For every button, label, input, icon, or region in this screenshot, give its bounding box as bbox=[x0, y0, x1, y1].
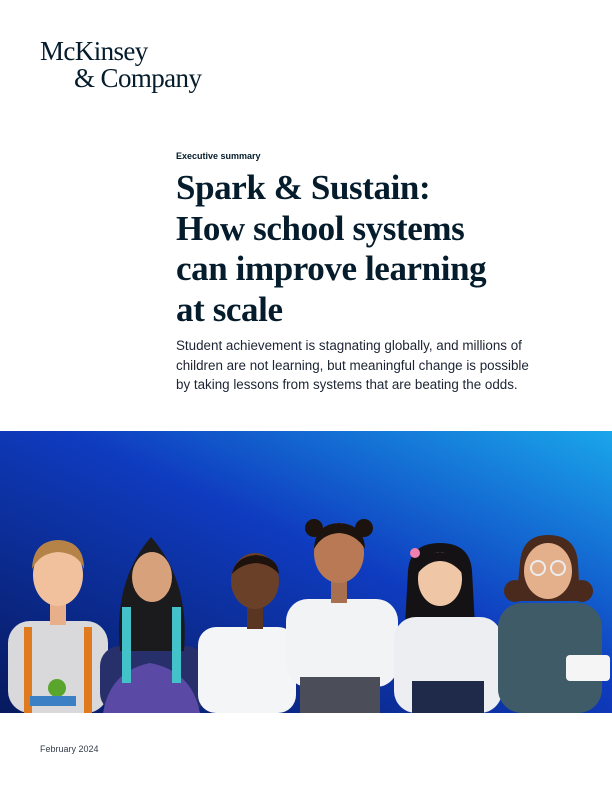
title-line: Spark & Sustain: bbox=[176, 168, 431, 207]
title-line: can improve learning bbox=[176, 249, 487, 288]
summary-line: Student achievement is stagnating globally, and millions of bbox=[176, 338, 522, 353]
title-line: How school systems bbox=[176, 208, 465, 248]
title-line: at scale bbox=[176, 289, 283, 329]
logo-line-2: & Company bbox=[74, 63, 202, 93]
document-title bbox=[176, 168, 576, 330]
cover-photo-children bbox=[0, 431, 612, 713]
summary-paragraph bbox=[176, 336, 576, 395]
children-illustration bbox=[0, 431, 612, 713]
document-type-label: Executive summary bbox=[176, 151, 261, 161]
mckinsey-logo bbox=[40, 38, 201, 92]
publication-date: February 2024 bbox=[40, 744, 99, 754]
summary-line: by taking lessons from systems that are beating the odds. bbox=[176, 377, 518, 392]
summary-line: children are not learning, but meaningful change is possible bbox=[176, 357, 529, 373]
logo-line-1: McKinsey bbox=[40, 36, 148, 66]
